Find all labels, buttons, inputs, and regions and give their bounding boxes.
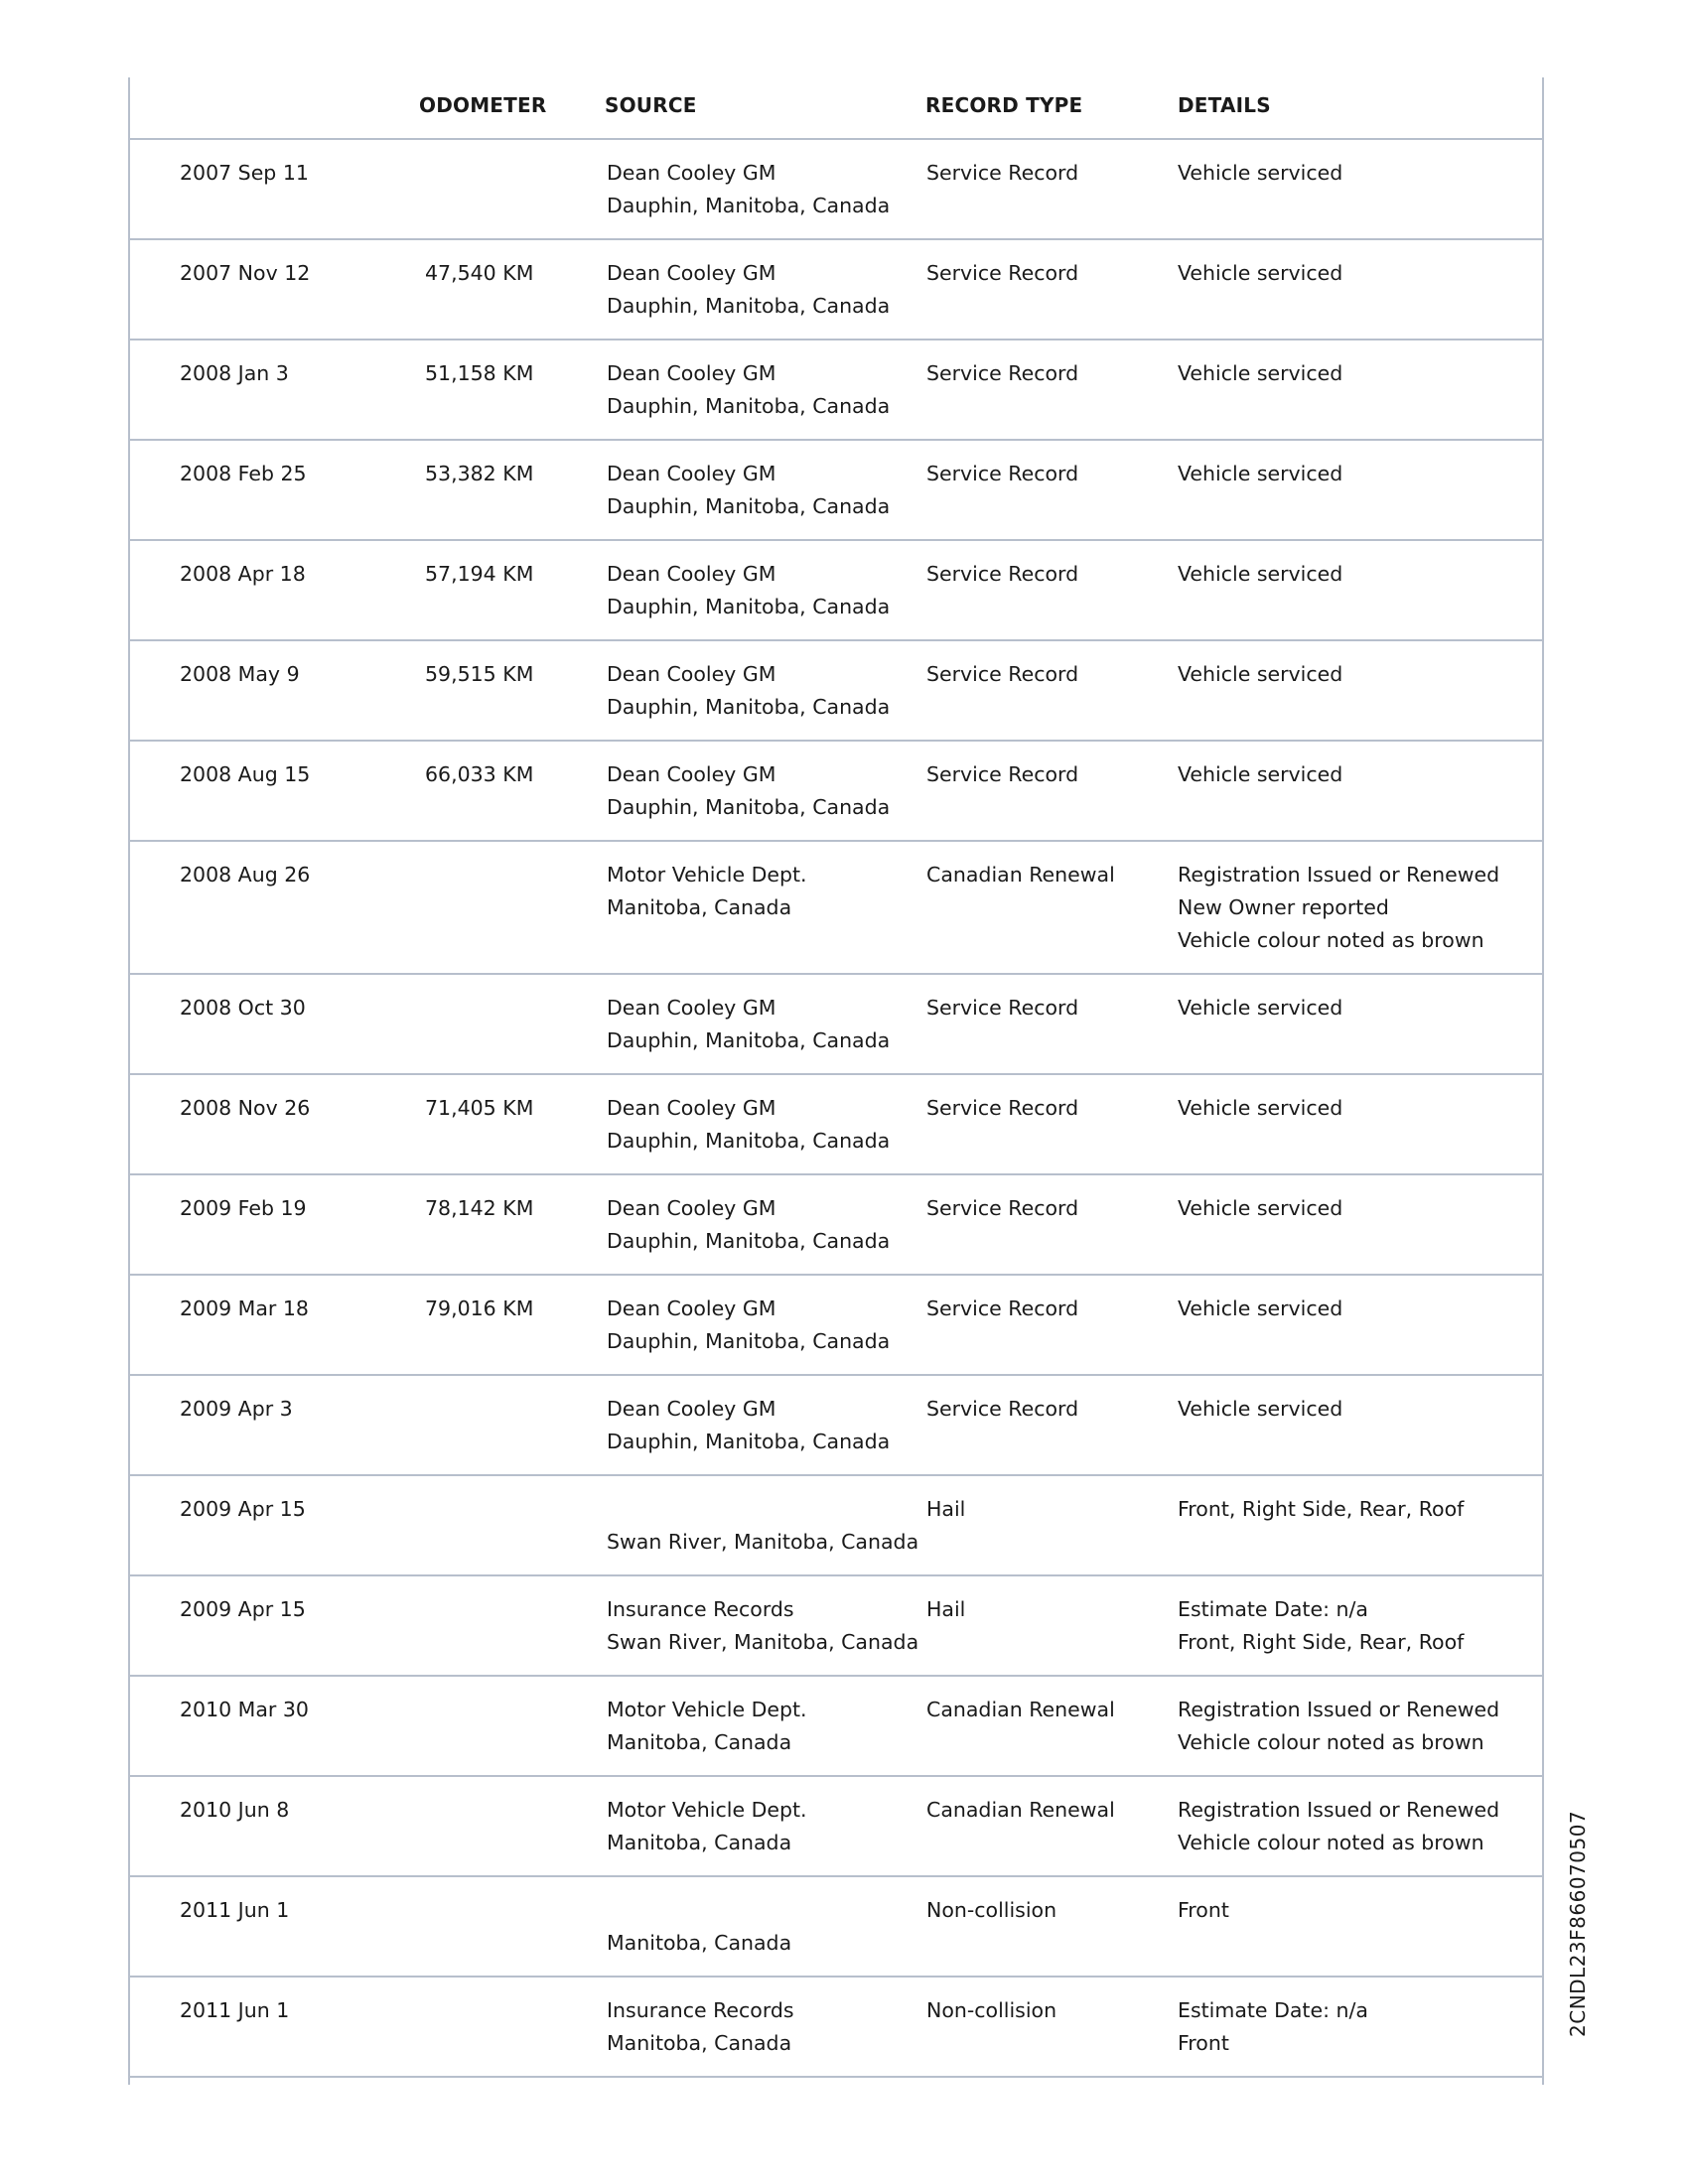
source-location: Dauphin, Manitoba, Canada (607, 1329, 891, 1353)
header-odometer: ODOMETER (419, 93, 547, 117)
cell-details (1178, 758, 1342, 791)
detail-line: Front, Right Side, Rear, Roof (1178, 1497, 1465, 1521)
detail-line: Front (1178, 1898, 1229, 1922)
detail-line: Vehicle serviced (1178, 361, 1343, 385)
cell-record-type: Service Record (926, 261, 1079, 285)
cell-odometer: 66,033 KM (425, 762, 534, 786)
source-name: Dean Cooley GM (607, 762, 776, 786)
source-location: Manitoba, Canada (607, 1931, 792, 1955)
detail-line: Registration Issued or Renewed (1178, 863, 1500, 887)
cell-odometer: 47,540 KM (425, 261, 534, 285)
cell-source (607, 1593, 918, 1659)
cell-date: 2007 Nov 12 (180, 261, 311, 285)
source-name (607, 1493, 918, 1526)
cell-date: 2009 Feb 19 (180, 1196, 307, 1220)
cell-source (607, 992, 890, 1057)
cell-record-type: Hail (926, 1497, 966, 1521)
detail-line: Front (1178, 2031, 1229, 2055)
cell-source (607, 157, 890, 222)
cell-odometer: 71,405 KM (425, 1096, 534, 1120)
cell-odometer: 79,016 KM (425, 1297, 534, 1320)
table-row (130, 1777, 1542, 1877)
table-row (130, 140, 1542, 240)
source-name (607, 1894, 791, 1927)
source-location: Manitoba, Canada (607, 1730, 792, 1754)
cell-details (1178, 1493, 1464, 1526)
header-source: SOURCE (605, 93, 697, 117)
source-name: Dean Cooley GM (607, 996, 776, 1020)
cell-date: 2010 Jun 8 (180, 1798, 290, 1822)
source-location: Dauphin, Manitoba, Canada (607, 1229, 891, 1253)
table-row (130, 742, 1542, 842)
detail-line: Estimate Date: n/a (1178, 1998, 1368, 2022)
cell-details (1178, 1192, 1342, 1225)
cell-source (607, 1293, 890, 1358)
table-row (130, 975, 1542, 1075)
cell-odometer: 57,194 KM (425, 562, 534, 586)
cell-source (607, 658, 890, 724)
source-name: Insurance Records (607, 1597, 794, 1621)
cell-date: 2009 Apr 3 (180, 1397, 293, 1421)
table-row (130, 1175, 1542, 1276)
source-name: Dean Cooley GM (607, 1096, 776, 1120)
cell-date: 2011 Jun 1 (180, 1898, 290, 1922)
cell-record-type: Service Record (926, 1096, 1079, 1120)
source-location: Dauphin, Manitoba, Canada (607, 294, 891, 318)
detail-line: New Owner reported (1178, 895, 1389, 919)
cell-record-type: Non-collision (926, 1998, 1057, 2022)
detail-line: Registration Issued or Renewed (1178, 1698, 1500, 1721)
table-row (130, 641, 1542, 742)
cell-details (1178, 1293, 1342, 1325)
source-name: Dean Cooley GM (607, 361, 776, 385)
cell-record-type: Service Record (926, 1196, 1079, 1220)
cell-source (607, 1192, 890, 1258)
cell-record-type: Service Record (926, 361, 1079, 385)
cell-odometer: 59,515 KM (425, 662, 534, 686)
detail-line: Vehicle serviced (1178, 462, 1343, 485)
detail-line: Vehicle serviced (1178, 1196, 1343, 1220)
cell-record-type: Service Record (926, 562, 1079, 586)
source-name: Motor Vehicle Dept. (607, 863, 807, 887)
detail-line: Vehicle colour noted as brown (1178, 1730, 1484, 1754)
cell-source (607, 859, 807, 924)
detail-line: Registration Issued or Renewed (1178, 1798, 1500, 1822)
detail-line: Vehicle colour noted as brown (1178, 1831, 1484, 1854)
source-location: Manitoba, Canada (607, 895, 792, 919)
table-row (130, 1075, 1542, 1175)
cell-date: 2008 Aug 15 (180, 762, 311, 786)
cell-details (1178, 1694, 1499, 1759)
source-name: Dean Cooley GM (607, 462, 776, 485)
source-location: Dauphin, Manitoba, Canada (607, 695, 891, 719)
cell-details (1178, 1092, 1342, 1125)
source-location: Manitoba, Canada (607, 1831, 792, 1854)
header-details: DETAILS (1178, 93, 1271, 117)
cell-date: 2010 Mar 30 (180, 1698, 309, 1721)
vin-number: 2CNDL23F866070507 (1566, 1810, 1590, 2037)
cell-details (1178, 1794, 1499, 1859)
detail-line: Vehicle serviced (1178, 261, 1343, 285)
cell-source (607, 1393, 890, 1458)
cell-date: 2009 Apr 15 (180, 1597, 306, 1621)
table-header (130, 77, 1542, 140)
cell-source (607, 1994, 794, 2060)
cell-details (1178, 658, 1342, 691)
cell-details (1178, 357, 1342, 390)
table-row (130, 1978, 1542, 2078)
header-record-type: RECORD TYPE (925, 93, 1083, 117)
cell-record-type: Hail (926, 1597, 966, 1621)
source-name: Motor Vehicle Dept. (607, 1698, 807, 1721)
cell-details (1178, 1894, 1229, 1927)
cell-record-type: Non-collision (926, 1898, 1057, 1922)
cell-odometer: 53,382 KM (425, 462, 534, 485)
source-name: Insurance Records (607, 1998, 794, 2022)
detail-line: Vehicle serviced (1178, 662, 1343, 686)
source-location: Dauphin, Manitoba, Canada (607, 394, 891, 418)
cell-odometer: 51,158 KM (425, 361, 534, 385)
source-location: Dauphin, Manitoba, Canada (607, 494, 891, 518)
cell-date: 2009 Apr 15 (180, 1497, 306, 1521)
cell-record-type: Canadian Renewal (926, 863, 1115, 887)
detail-line: Vehicle serviced (1178, 161, 1343, 185)
cell-details (1178, 1994, 1368, 2060)
source-location: Dauphin, Manitoba, Canada (607, 1430, 891, 1453)
cell-source (607, 357, 890, 423)
detail-line: Vehicle serviced (1178, 1397, 1343, 1421)
cell-details (1178, 992, 1342, 1024)
cell-date: 2008 Nov 26 (180, 1096, 311, 1120)
detail-line: Vehicle serviced (1178, 1297, 1343, 1320)
detail-line: Vehicle serviced (1178, 562, 1343, 586)
source-location: Dauphin, Manitoba, Canada (607, 194, 891, 217)
source-location: Swan River, Manitoba, Canada (607, 1630, 919, 1654)
cell-date: 2008 Jan 3 (180, 361, 289, 385)
cell-source (607, 458, 890, 523)
cell-date: 2008 Feb 25 (180, 462, 307, 485)
cell-source (607, 1694, 807, 1759)
table-row (130, 842, 1542, 975)
detail-line: Vehicle serviced (1178, 996, 1343, 1020)
cell-record-type: Canadian Renewal (926, 1698, 1115, 1721)
cell-record-type: Service Record (926, 662, 1079, 686)
cell-date: 2009 Mar 18 (180, 1297, 309, 1320)
cell-record-type: Service Record (926, 161, 1079, 185)
cell-details (1178, 257, 1342, 290)
cell-date: 2008 Apr 18 (180, 562, 306, 586)
cell-details (1178, 1393, 1342, 1426)
cell-details (1178, 1593, 1464, 1659)
source-name: Dean Cooley GM (607, 1297, 776, 1320)
cell-source (607, 1493, 918, 1559)
source-name: Motor Vehicle Dept. (607, 1798, 807, 1822)
source-name: Dean Cooley GM (607, 562, 776, 586)
cell-source (607, 1092, 890, 1158)
table-row (130, 1877, 1542, 1978)
cell-details (1178, 157, 1342, 190)
source-location: Dauphin, Manitoba, Canada (607, 795, 891, 819)
source-name: Dean Cooley GM (607, 261, 776, 285)
cell-date: 2007 Sep 11 (180, 161, 309, 185)
detail-line: Estimate Date: n/a (1178, 1597, 1368, 1621)
cell-record-type: Service Record (926, 762, 1079, 786)
detail-line: Vehicle serviced (1178, 1096, 1343, 1120)
cell-record-type: Canadian Renewal (926, 1798, 1115, 1822)
detail-line: Vehicle serviced (1178, 762, 1343, 786)
table-row (130, 541, 1542, 641)
vehicle-history-table (128, 77, 1544, 2085)
cell-source (607, 758, 890, 824)
cell-odometer: 78,142 KM (425, 1196, 534, 1220)
cell-source (607, 1894, 791, 1960)
table-row (130, 1576, 1542, 1677)
table-row (130, 441, 1542, 541)
source-location: Dauphin, Manitoba, Canada (607, 1129, 891, 1153)
cell-record-type: Service Record (926, 1397, 1079, 1421)
cell-date: 2008 May 9 (180, 662, 300, 686)
table-row (130, 240, 1542, 341)
cell-record-type: Service Record (926, 462, 1079, 485)
table-row (130, 1276, 1542, 1376)
source-location: Swan River, Manitoba, Canada (607, 1530, 919, 1554)
source-location: Dauphin, Manitoba, Canada (607, 595, 891, 618)
source-name: Dean Cooley GM (607, 161, 776, 185)
cell-source (607, 257, 890, 323)
source-name: Dean Cooley GM (607, 1196, 776, 1220)
cell-record-type: Service Record (926, 996, 1079, 1020)
cell-record-type: Service Record (926, 1297, 1079, 1320)
detail-line: Front, Right Side, Rear, Roof (1178, 1630, 1465, 1654)
cell-details (1178, 458, 1342, 490)
cell-date: 2008 Aug 26 (180, 863, 311, 887)
table-row (130, 1677, 1542, 1777)
source-location: Manitoba, Canada (607, 2031, 792, 2055)
cell-details (1178, 859, 1499, 957)
source-name: Dean Cooley GM (607, 662, 776, 686)
source-name: Dean Cooley GM (607, 1397, 776, 1421)
cell-date: 2011 Jun 1 (180, 1998, 290, 2022)
table-row (130, 341, 1542, 441)
table-row (130, 1476, 1542, 1576)
table-body (130, 140, 1542, 2078)
cell-source (607, 1794, 807, 1859)
cell-source (607, 558, 890, 623)
cell-details (1178, 558, 1342, 591)
table-row (130, 1376, 1542, 1476)
cell-date: 2008 Oct 30 (180, 996, 306, 1020)
source-location: Dauphin, Manitoba, Canada (607, 1028, 891, 1052)
detail-line: Vehicle colour noted as brown (1178, 928, 1484, 952)
